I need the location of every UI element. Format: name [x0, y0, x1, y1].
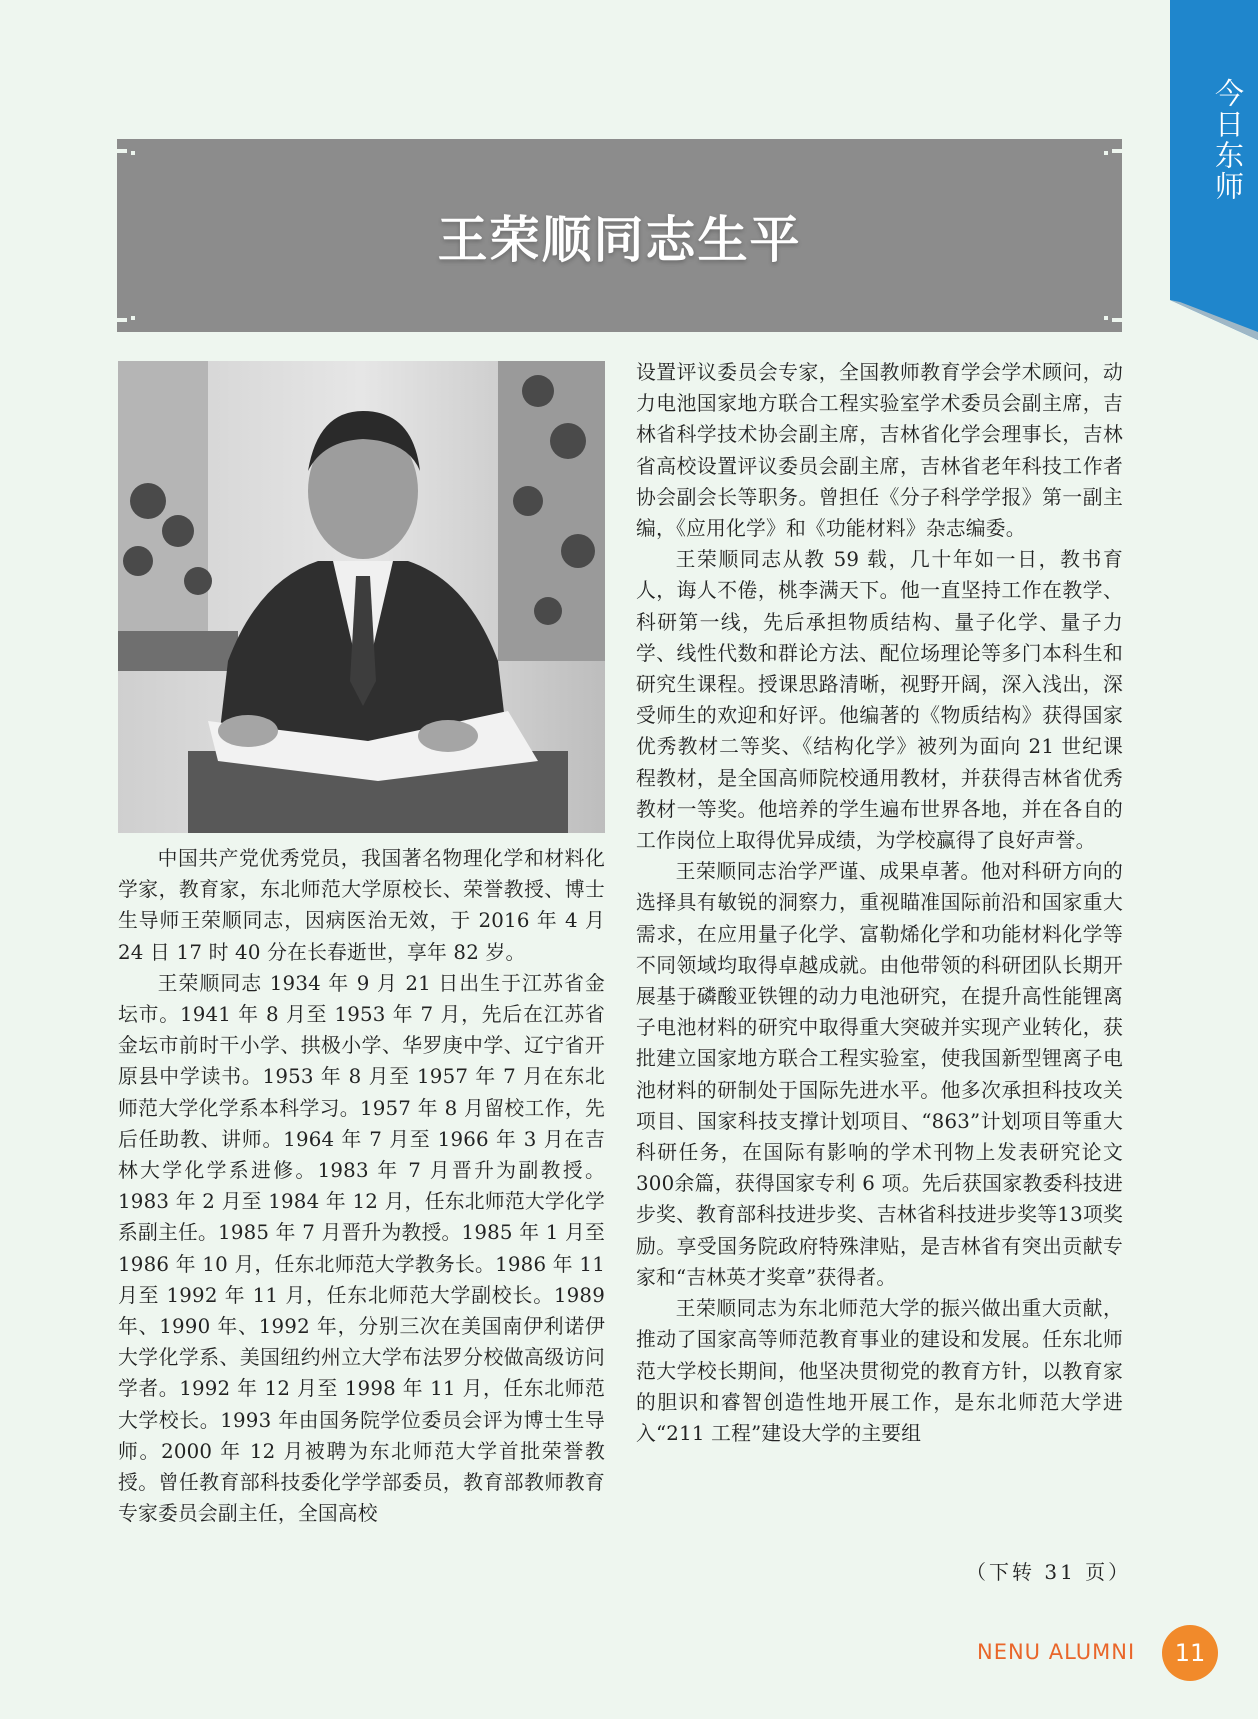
paragraph: 王荣顺同志为东北师范大学的振兴做出重大贡献，推动了国家高等师范教育事业的建设和发展。任东北师范大学校长期间，他坚决贯彻党的教育方针，以教育家的胆识和睿智创造性地开展工作，是东北师范大学进入“211 工程”建设大学的主要组	[636, 1297, 1123, 1445]
page-number: 11	[1162, 1625, 1218, 1681]
paragraph-continuation: 设置评议委员会专家，全国教师教育学会学术顾问，动力电池国家地方联合工程实验室学术委员会副主席，吉林省科学技术协会副主席，吉林省化学会理事长，吉林省高校设置评议委员会副主席，吉林省老年科技工作者协会副会长等职务。曾担任《分子科学学报》第一副主编，《应用化学》和《功能材料》杂志编委。	[636, 361, 1123, 541]
title-banner	[117, 139, 1122, 332]
footer-brand: NENU ALUMNI	[977, 1640, 1136, 1664]
page-title: 王荣顺同志生平	[437, 210, 802, 269]
paragraph: 王荣顺同志治学严谨、成果卓著。他对科研方向的选择具有敏锐的洞察力，重视瞄准国际前沿和国家重大需求，在应用量子化学、富勒烯化学和功能材料化学等不同领域均取得卓越成就。由他带领的科研团队长期开展基于磷酸亚铁锂的动力电池研究，在提升高性能锂离子电池材料的研究中取得重大突破并实现产业转化，获批建立国家地方联合工程实验室，使我国新型锂离子电池材料的研制处于国际先进水平。他多次承担科技攻关项目、国家科技支撑计划项目、“863”计划项目等重大科研任务，在国际有影响的学术刊物上发表研究论文300余篇，获得国家专利 6 项。先后获国家教委科技进步奖、教育部科技进步奖、吉林省科技进步奖等13项奖励。享受国务院政府特殊津贴，是吉林省有突出贡献专家和“吉林英才奖章”获得者。	[636, 860, 1123, 1289]
portrait-photo	[118, 361, 605, 833]
paragraph: 王荣顺同志 1934 年 9 月 21 日出生于江苏省金坛市。1941 年 8 月至 1953 年 7 月，先后在江苏省金坛市前时干小学、拱极小学、华罗庚中学、辽宁省开原县中学读书。1953 年 8 月至 1957 年 7 月在东北师范大学化学系本科学习。1957 年 8 月留校工作，先后任助教、讲师。1964 年 7 月至 1966 年 3 月在吉林大学化学系进修。1983 年 7 月晋升为副教授。1983 年 2 月至 1984 年 12 月，任东北师范大学化学系副主任。1985 年 7 月晋升为教授。1985 年 1 月至 1986 年 10 月，任东北师范大学教务长。1986 年 11 月至 1992 年 11 月，任东北师范大学副校长。1989 年、1990 年、1992 年，分别三次在美国南伊利诺伊大学化学系、美国纽约州立大学布法罗分校做高级访问学者。1992 年 12 月至 1998 年 11 月，任东北师范大学校长。1993 年由国务院学位委员会评为博士生导师。2000 年 12 月被聘为东北师范大学首批荣誉教授。曾任教育部科技委化学学部委员，教育部教师教育专家委员会副主任，全国高校	[118, 971, 605, 1526]
continued-note: （下转 31 页）	[966, 1560, 1132, 1584]
section-tab-label: 今日东师	[1211, 78, 1245, 202]
paragraph: 王荣顺同志从教 59 载，几十年如一日，教书育人，诲人不倦，桃李满天下。他一直坚持工作在教学、科研第一线，先后承担物质结构、量子化学、量子力学、线性代数和群论方法、配位场理论等多门本科生和研究生课程。授课思路清晰，视野开阔，深入浅出，深受师生的欢迎和好评。他编著的《物质结构》获得国家优秀教材二等奖、《结构化学》被列为面向 21 世纪课程教材，是全国高师院校通用教材，并获得吉林省优秀教材一等奖。他培养的学生遍布世界各地，并在各自的工作岗位上取得优异成绩，为学校赢得了良好声誉。	[636, 548, 1123, 853]
right-column	[636, 357, 1123, 1449]
section-tab	[1170, 0, 1258, 340]
left-column	[118, 843, 605, 1529]
paragraph: 中国共产党优秀党员，我国著名物理化学和材料化学家，教育家，东北师范大学原校长、荣誉教授、博士生导师王荣顺同志，因病医治无效，于 2016 年 4 月 24 日 17 时 40 分在长春逝世，享年 82 岁。	[118, 847, 605, 964]
